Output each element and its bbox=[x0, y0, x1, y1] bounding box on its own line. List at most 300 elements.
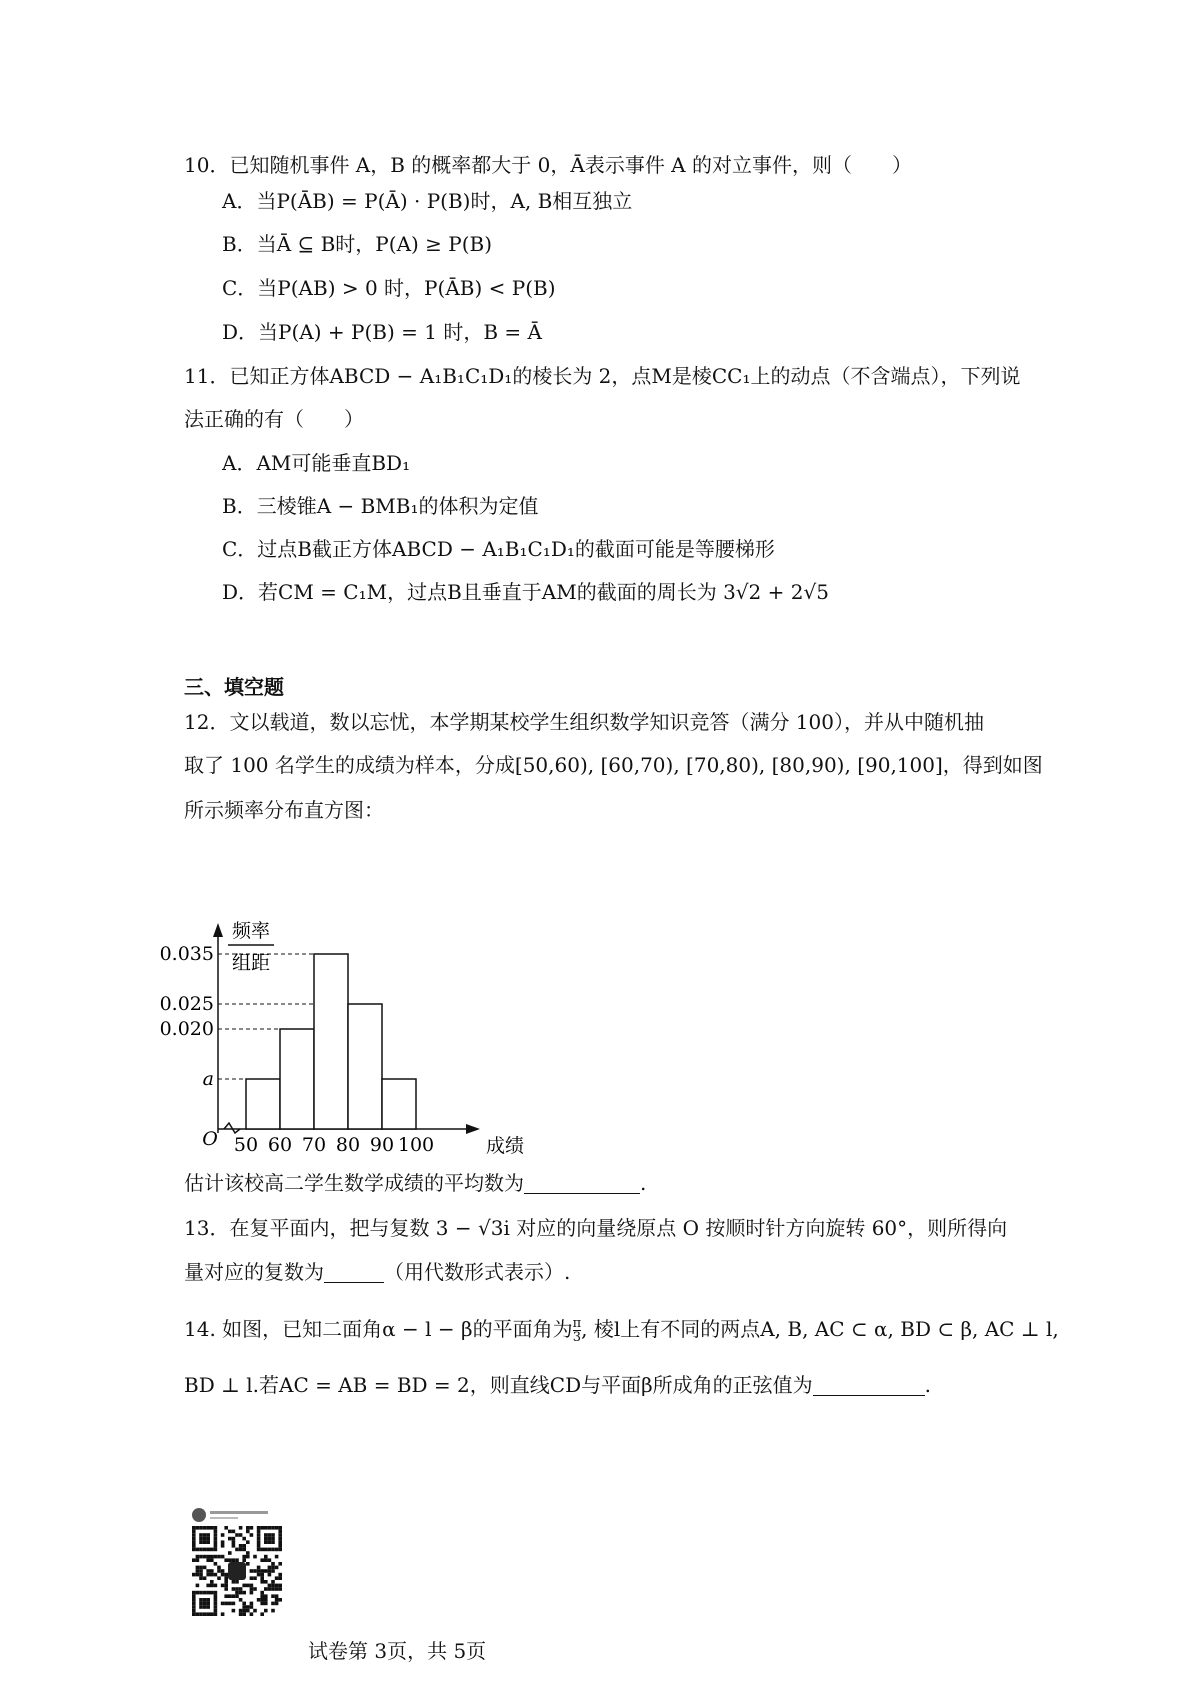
qr-module bbox=[246, 1584, 250, 1588]
qr-module bbox=[206, 1558, 210, 1562]
qr-module bbox=[260, 1558, 264, 1562]
qr-module bbox=[239, 1591, 243, 1595]
qr-module bbox=[278, 1576, 282, 1580]
qr-module bbox=[250, 1605, 254, 1609]
qr-module bbox=[206, 1555, 210, 1559]
q11-stem-line2: 法正确的有（ ） bbox=[184, 407, 364, 431]
qr-module bbox=[221, 1569, 225, 1573]
qr-module bbox=[271, 1609, 275, 1613]
q10-option-c: C．当P(AB) > 0 时，P(ĀB) < P(B) bbox=[222, 276, 556, 300]
qr-module bbox=[260, 1548, 264, 1552]
q13-line2 bbox=[184, 1257, 570, 1287]
qr-module bbox=[239, 1544, 243, 1548]
qr-module bbox=[199, 1569, 203, 1573]
qr-module bbox=[192, 1605, 196, 1609]
qr-module bbox=[264, 1587, 268, 1591]
qr-module bbox=[206, 1548, 210, 1552]
qr-module bbox=[260, 1526, 264, 1530]
qr-module bbox=[210, 1555, 214, 1559]
qr-module bbox=[275, 1576, 279, 1580]
q14-line2 bbox=[184, 1370, 931, 1400]
qr-module bbox=[278, 1562, 282, 1566]
qr-module bbox=[196, 1591, 200, 1595]
qr-module bbox=[268, 1569, 272, 1573]
q14-line1-suffix: , 棱l上有不同的两点A, B, AC ⊂ α, BD ⊂ β, AC ⊥ l, bbox=[581, 1317, 1059, 1341]
page-footer: 试卷第 3页，共 5页 bbox=[308, 1639, 487, 1663]
y-tick-label: 0.025 bbox=[159, 993, 214, 1015]
qr-module bbox=[260, 1612, 264, 1616]
qr-module bbox=[278, 1530, 282, 1534]
qr-module bbox=[217, 1555, 221, 1559]
qr-module bbox=[196, 1584, 200, 1588]
qr-module bbox=[214, 1573, 218, 1577]
qr-module bbox=[250, 1526, 254, 1530]
qr-module bbox=[250, 1602, 254, 1606]
q13-answer-blank[interactable] bbox=[324, 1260, 384, 1283]
qr-module bbox=[271, 1526, 275, 1530]
qr-module bbox=[192, 1609, 196, 1613]
qr-module bbox=[271, 1533, 275, 1537]
xlabel: 成绩 bbox=[485, 1135, 525, 1157]
qr-module bbox=[214, 1530, 218, 1534]
qr-module bbox=[228, 1537, 232, 1541]
qr-module bbox=[206, 1540, 210, 1544]
qr-module bbox=[206, 1537, 210, 1541]
qr-module bbox=[239, 1526, 243, 1530]
qr-module bbox=[268, 1537, 272, 1541]
qr-module bbox=[246, 1605, 250, 1609]
qr-module bbox=[257, 1526, 261, 1530]
x-axis-arrow bbox=[466, 1124, 480, 1134]
qr-module bbox=[235, 1533, 239, 1537]
qr-module bbox=[264, 1533, 268, 1537]
q10-stem: 10．已知随机事件 A，B 的概率都大于 0，Ā表示事件 A 的对立事件，则（ ） bbox=[184, 153, 912, 177]
q14-line2-prompt: BD ⊥ l.若AC = AB = BD = 2，则直线CD与平面β所成角的正弦值为 bbox=[184, 1373, 813, 1397]
qr-module bbox=[242, 1591, 246, 1595]
histogram-bar bbox=[280, 1029, 314, 1129]
qr-module bbox=[203, 1576, 207, 1580]
qr-module bbox=[264, 1580, 268, 1584]
qr-module bbox=[242, 1609, 246, 1613]
qr-module bbox=[246, 1609, 250, 1613]
qr-module bbox=[206, 1533, 210, 1537]
qr-module bbox=[203, 1548, 207, 1552]
qr-module bbox=[221, 1602, 225, 1606]
qr-module bbox=[268, 1526, 272, 1530]
q14-answer-blank[interactable] bbox=[813, 1373, 925, 1396]
qr-module bbox=[203, 1540, 207, 1544]
qr-module bbox=[224, 1584, 228, 1588]
qr-module bbox=[228, 1558, 232, 1562]
qr-module bbox=[210, 1573, 214, 1577]
qr-module bbox=[192, 1526, 196, 1530]
qr-module bbox=[235, 1594, 239, 1598]
qr-module bbox=[246, 1540, 250, 1544]
qr-module bbox=[278, 1584, 282, 1588]
qr-module bbox=[210, 1584, 214, 1588]
qr-module bbox=[199, 1576, 203, 1580]
qr-module bbox=[221, 1612, 225, 1616]
qr-module bbox=[203, 1602, 207, 1606]
qr-module bbox=[275, 1555, 279, 1559]
qr-module bbox=[257, 1566, 261, 1570]
qr-module bbox=[278, 1598, 282, 1602]
qr-module bbox=[257, 1530, 261, 1534]
qr-module bbox=[264, 1526, 268, 1530]
qr-module bbox=[264, 1548, 268, 1552]
qr-module bbox=[199, 1540, 203, 1544]
qr-module bbox=[257, 1598, 261, 1602]
qr-module bbox=[232, 1537, 236, 1541]
qr-module bbox=[206, 1598, 210, 1602]
qr-module bbox=[217, 1576, 221, 1580]
qr-module bbox=[199, 1526, 203, 1530]
qr-module bbox=[271, 1594, 275, 1598]
qr-module bbox=[192, 1540, 196, 1544]
qr-module bbox=[264, 1602, 268, 1606]
qr-module bbox=[257, 1569, 261, 1573]
qr-module bbox=[221, 1544, 225, 1548]
qr-module bbox=[228, 1594, 232, 1598]
x-tick-label: 70 bbox=[301, 1134, 327, 1156]
qr-module bbox=[232, 1594, 236, 1598]
q14-fraction-denominator: 3 bbox=[572, 1330, 581, 1345]
qr-module bbox=[275, 1587, 279, 1591]
histogram-bar bbox=[382, 1079, 416, 1129]
qr-module bbox=[214, 1584, 218, 1588]
q12-answer-blank[interactable] bbox=[524, 1171, 640, 1194]
qr-module bbox=[275, 1598, 279, 1602]
qr-module bbox=[192, 1537, 196, 1541]
qr-module bbox=[224, 1594, 228, 1598]
qr-module bbox=[250, 1587, 254, 1591]
q11-option-d: D．若CM = C₁M，过点B且垂直于AM的截面的周长为 3√2 + 2√5 bbox=[222, 580, 829, 604]
qr-module bbox=[271, 1580, 275, 1584]
qr-module bbox=[260, 1602, 264, 1606]
qr-module bbox=[224, 1602, 228, 1606]
qr-module bbox=[253, 1555, 257, 1559]
qr-module bbox=[199, 1598, 203, 1602]
qr-module bbox=[214, 1533, 218, 1537]
qr-module bbox=[196, 1573, 200, 1577]
qr-module bbox=[242, 1537, 246, 1541]
qr-module bbox=[210, 1580, 214, 1584]
qr-module bbox=[253, 1576, 257, 1580]
qr-module bbox=[192, 1602, 196, 1606]
qr-module bbox=[278, 1548, 282, 1552]
qr-center-logo bbox=[228, 1562, 246, 1580]
qr-module bbox=[278, 1573, 282, 1577]
qr-module bbox=[214, 1555, 218, 1559]
qr-module bbox=[221, 1584, 225, 1588]
qr-module bbox=[192, 1530, 196, 1534]
qr-module bbox=[268, 1558, 272, 1562]
qr-module bbox=[264, 1569, 268, 1573]
qr-module bbox=[264, 1540, 268, 1544]
qr-module bbox=[275, 1602, 279, 1606]
qr-module bbox=[271, 1562, 275, 1566]
qr-module bbox=[221, 1533, 225, 1537]
qr-module bbox=[214, 1605, 218, 1609]
qr-module bbox=[203, 1612, 207, 1616]
qr-module bbox=[199, 1605, 203, 1609]
qr-module bbox=[278, 1587, 282, 1591]
qr-avatar bbox=[192, 1508, 206, 1522]
qr-module bbox=[242, 1612, 246, 1616]
qr-module bbox=[271, 1569, 275, 1573]
qr-module bbox=[260, 1580, 264, 1584]
qr-module bbox=[203, 1526, 207, 1530]
qr-module bbox=[257, 1540, 261, 1544]
qr-module bbox=[235, 1548, 239, 1552]
q12-answer-prompt: 估计该校高二学生数学成绩的平均数为 bbox=[184, 1171, 524, 1195]
qr-module bbox=[257, 1573, 261, 1577]
qr-module bbox=[257, 1548, 261, 1552]
qr-module bbox=[214, 1591, 218, 1595]
qr-module bbox=[260, 1591, 264, 1595]
qr-module bbox=[264, 1558, 268, 1562]
ylabel-denominator: 组距 bbox=[231, 952, 271, 974]
qr-module bbox=[275, 1594, 279, 1598]
qr-module bbox=[257, 1544, 261, 1548]
qr-module bbox=[264, 1594, 268, 1598]
q12-line3: 所示频率分布直方图： bbox=[184, 798, 384, 822]
x-tick-label: 60 bbox=[267, 1134, 293, 1156]
qr-module bbox=[203, 1533, 207, 1537]
qr-code-image bbox=[192, 1508, 284, 1620]
x-tick-label: 90 bbox=[369, 1134, 395, 1156]
qr-module bbox=[221, 1555, 225, 1559]
qr-module bbox=[232, 1609, 236, 1613]
qr-module bbox=[210, 1526, 214, 1530]
qr-module bbox=[224, 1526, 228, 1530]
qr-module bbox=[196, 1569, 200, 1573]
qr-module bbox=[278, 1533, 282, 1537]
qr-module bbox=[264, 1555, 268, 1559]
qr-module bbox=[228, 1551, 232, 1555]
qr-module bbox=[242, 1602, 246, 1606]
qr-module bbox=[250, 1569, 254, 1573]
qr-module bbox=[271, 1548, 275, 1552]
qr-module bbox=[221, 1573, 225, 1577]
qr-module bbox=[206, 1584, 210, 1588]
qr-module bbox=[196, 1566, 200, 1570]
ylabel-numerator: 频率 bbox=[231, 920, 271, 942]
axis-break bbox=[224, 1123, 240, 1133]
qr-module bbox=[268, 1566, 272, 1570]
x-tick-label: 100 bbox=[397, 1134, 435, 1156]
qr-module bbox=[214, 1612, 218, 1616]
qr-module bbox=[232, 1558, 236, 1562]
qr-module bbox=[196, 1548, 200, 1552]
qr-module bbox=[246, 1551, 250, 1555]
q10-option-b: B．当Ā ⊆ B时，P(A) ≥ P(B) bbox=[222, 232, 493, 256]
qr-module bbox=[246, 1555, 250, 1559]
qr-module bbox=[214, 1598, 218, 1602]
qr-module bbox=[192, 1548, 196, 1552]
qr-module bbox=[260, 1576, 264, 1580]
qr-module bbox=[235, 1580, 239, 1584]
qr-module bbox=[242, 1548, 246, 1552]
q10-option-a: A．当P(ĀB) = P(Ā) · P(B)时，A, B相互独立 bbox=[222, 189, 633, 213]
qr-module bbox=[199, 1533, 203, 1537]
qr-module bbox=[224, 1580, 228, 1584]
q14-line1-prefix: 14. 如图，已知二面角α − l − β的平面角为 bbox=[184, 1317, 573, 1341]
qr-module bbox=[199, 1537, 203, 1541]
qr-module bbox=[196, 1526, 200, 1530]
qr-module bbox=[250, 1584, 254, 1588]
qr-module bbox=[206, 1612, 210, 1616]
qr-module bbox=[224, 1558, 228, 1562]
qr-module bbox=[206, 1591, 210, 1595]
qr-module bbox=[239, 1548, 243, 1552]
qr-module bbox=[271, 1587, 275, 1591]
qr-module bbox=[199, 1555, 203, 1559]
qr-module bbox=[217, 1569, 221, 1573]
qr-module bbox=[224, 1576, 228, 1580]
qr-module bbox=[210, 1548, 214, 1552]
qr-module bbox=[239, 1533, 243, 1537]
qr-module bbox=[271, 1540, 275, 1544]
qr-module bbox=[250, 1533, 254, 1537]
q12-answer-period: . bbox=[640, 1171, 647, 1195]
qr-module bbox=[206, 1573, 210, 1577]
qr-module bbox=[232, 1587, 236, 1591]
qr-module bbox=[246, 1530, 250, 1534]
q14-fraction-numerator: π bbox=[572, 1316, 582, 1331]
qr-module bbox=[268, 1548, 272, 1552]
qr-module bbox=[250, 1612, 254, 1616]
qr-module bbox=[224, 1573, 228, 1577]
q12-line2: 取了 100 名学生的成绩为样本，分成[50,60), [60,70), [70,80), [80,90), [90,100]，得到如图 bbox=[184, 753, 1043, 777]
histogram-bar bbox=[314, 954, 348, 1129]
qr-module bbox=[275, 1526, 279, 1530]
qr-module bbox=[214, 1526, 218, 1530]
qr-module bbox=[242, 1544, 246, 1548]
qr-module bbox=[242, 1558, 246, 1562]
qr-module bbox=[271, 1537, 275, 1541]
qr-module bbox=[268, 1587, 272, 1591]
qr-module bbox=[271, 1602, 275, 1606]
qr-module bbox=[217, 1566, 221, 1570]
frequency-histogram bbox=[159, 905, 540, 1157]
qr-module bbox=[196, 1558, 200, 1562]
histogram-bar bbox=[246, 1079, 280, 1129]
qr-module bbox=[206, 1569, 210, 1573]
qr-module bbox=[214, 1609, 218, 1613]
qr-module bbox=[199, 1548, 203, 1552]
qr-module bbox=[257, 1533, 261, 1537]
q11-option-c: C．过点B截正方体ABCD − A₁B₁C₁D₁的截面可能是等腰梯形 bbox=[222, 537, 775, 561]
qr-module bbox=[268, 1573, 272, 1577]
qr-module bbox=[192, 1544, 196, 1548]
qr-module bbox=[214, 1540, 218, 1544]
qr-module bbox=[253, 1587, 257, 1591]
qr-module bbox=[232, 1544, 236, 1548]
qr-module bbox=[203, 1605, 207, 1609]
q14-line2-period: . bbox=[924, 1373, 932, 1397]
qr-module bbox=[228, 1602, 232, 1606]
qr-module bbox=[199, 1612, 203, 1616]
qr-module bbox=[210, 1569, 214, 1573]
qr-module bbox=[239, 1587, 243, 1591]
qr-module bbox=[203, 1566, 207, 1570]
qr-module bbox=[210, 1558, 214, 1562]
qr-module bbox=[260, 1573, 264, 1577]
q11-option-a: A．AM可能垂直BD₁ bbox=[222, 451, 411, 475]
qr-module bbox=[214, 1602, 218, 1606]
origin-label: O bbox=[202, 1128, 218, 1150]
qr-module bbox=[196, 1555, 200, 1559]
qr-module bbox=[192, 1573, 196, 1577]
qr-module bbox=[206, 1602, 210, 1606]
qr-module bbox=[239, 1612, 243, 1616]
x-tick-label: 80 bbox=[335, 1134, 361, 1156]
qr-module bbox=[214, 1537, 218, 1541]
q10-option-d: D．当P(A) + P(B) = 1 时，B = Ā bbox=[222, 320, 542, 344]
qr-module bbox=[278, 1540, 282, 1544]
qr-module bbox=[206, 1526, 210, 1530]
y-tick-label: a bbox=[202, 1068, 214, 1090]
qr-module bbox=[214, 1544, 218, 1548]
qr-module bbox=[221, 1540, 225, 1544]
qr-module bbox=[278, 1526, 282, 1530]
qr-module bbox=[264, 1537, 268, 1541]
qr-module bbox=[232, 1580, 236, 1584]
qr-module bbox=[232, 1530, 236, 1534]
qr-module bbox=[275, 1548, 279, 1552]
qr-module bbox=[192, 1591, 196, 1595]
x-tick-label: 50 bbox=[233, 1134, 259, 1156]
qr-module bbox=[264, 1598, 268, 1602]
qr-module bbox=[228, 1530, 232, 1534]
qr-module bbox=[239, 1609, 243, 1613]
qr-module bbox=[271, 1566, 275, 1570]
q13-line2-suffix: （用代数形式表示）. bbox=[384, 1260, 571, 1284]
qr-module bbox=[192, 1598, 196, 1602]
q12-answer-line bbox=[184, 1168, 646, 1198]
qr-module bbox=[264, 1609, 268, 1613]
qr-module bbox=[278, 1537, 282, 1541]
qr-module bbox=[192, 1612, 196, 1616]
qr-module bbox=[203, 1591, 207, 1595]
qr-module bbox=[235, 1587, 239, 1591]
qr-module bbox=[246, 1526, 250, 1530]
q11-option-b: B．三棱锥A − BMB₁的体积为定值 bbox=[222, 494, 539, 518]
qr-module bbox=[203, 1598, 207, 1602]
qr-module bbox=[253, 1609, 257, 1613]
qr-module bbox=[275, 1566, 279, 1570]
qr-module bbox=[192, 1594, 196, 1598]
qr-module bbox=[257, 1537, 261, 1541]
qr-module bbox=[268, 1540, 272, 1544]
qr-module bbox=[250, 1576, 254, 1580]
qr-module bbox=[278, 1544, 282, 1548]
q14-fraction bbox=[573, 1317, 582, 1344]
qr-module bbox=[210, 1591, 214, 1595]
qr-module bbox=[214, 1548, 218, 1552]
qr-module bbox=[268, 1533, 272, 1537]
qr-module bbox=[239, 1598, 243, 1602]
qr-module bbox=[260, 1594, 264, 1598]
y-tick-label: 0.035 bbox=[159, 943, 214, 965]
qr-module bbox=[206, 1605, 210, 1609]
qr-module bbox=[214, 1594, 218, 1598]
qr-module bbox=[271, 1584, 275, 1588]
qr-module bbox=[196, 1612, 200, 1616]
qr-module bbox=[232, 1602, 236, 1606]
y-tick-label: 0.020 bbox=[159, 1018, 214, 1040]
